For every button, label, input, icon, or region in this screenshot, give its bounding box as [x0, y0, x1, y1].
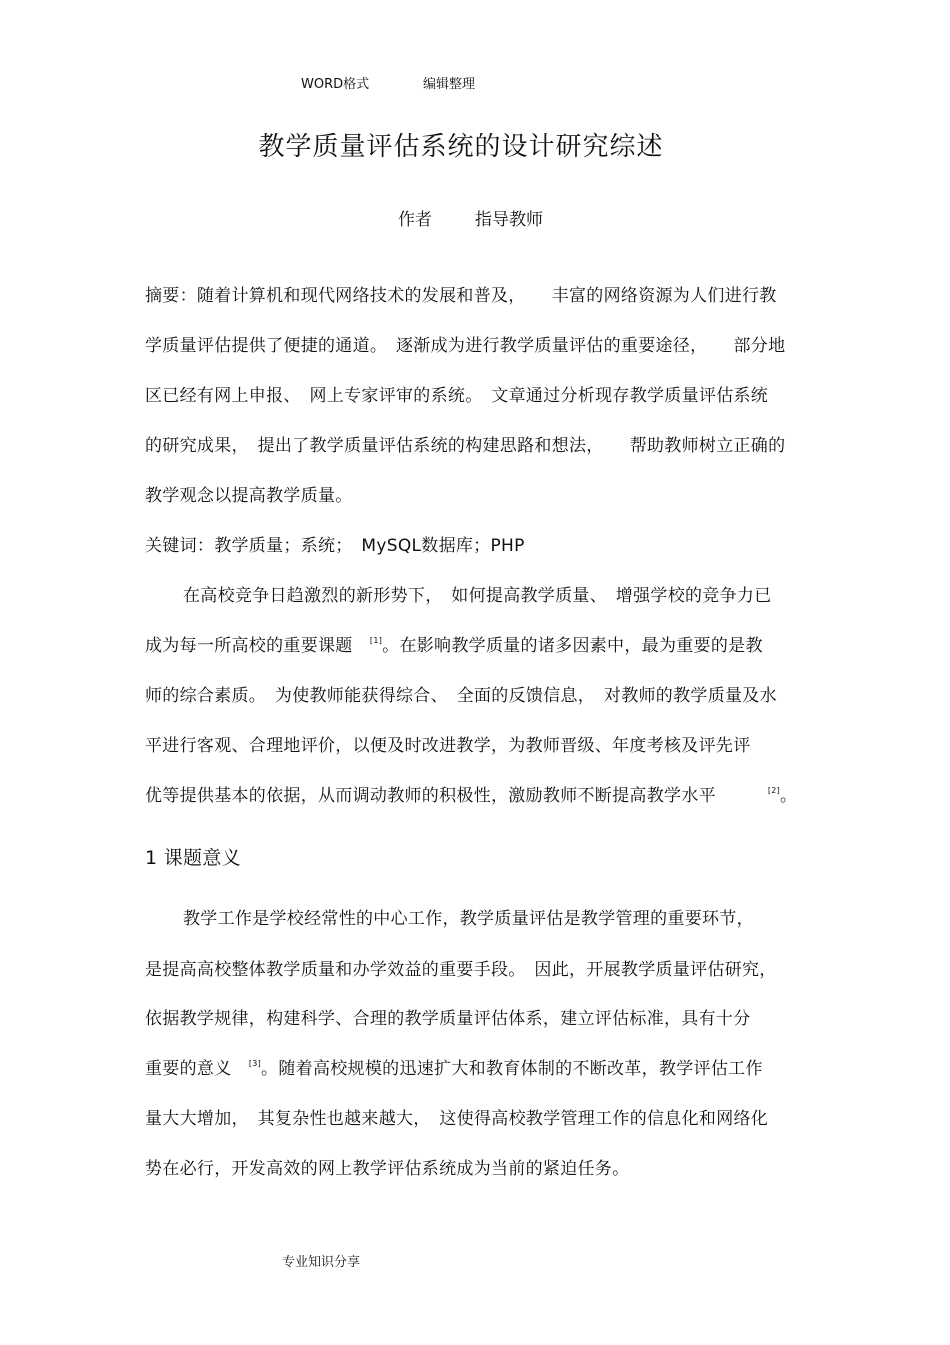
header-word-format: WORD格式	[301, 77, 370, 92]
abstract-line: 学质量评估提供了便捷的通道。 逐渐成为进行教学质量评估的重要途径， 部分地	[145, 336, 786, 356]
paragraph-line	[145, 781, 797, 806]
author-label: 作者	[398, 210, 432, 230]
paragraph-line: 势在必行，开发高效的网上教学评估系统成为当前的紧迫任务。	[145, 1159, 630, 1179]
section-heading: 1 课题意义	[145, 847, 241, 869]
abstract-line: 教学观念以提高教学质量。	[145, 486, 353, 506]
paragraph-line: 平进行客观、合理地评价，以便及时改进教学，为教师晋级、年度考核及评先评	[145, 736, 751, 756]
keywords: 关键词：教学质量；系统； MySQL数据库；PHP	[145, 536, 525, 556]
paragraph-text: 。	[780, 786, 798, 806]
abstract-line: 摘要：随着计算机和现代网络技术的发展和普及， 丰富的网络资源为人们进行教	[145, 286, 777, 306]
paragraph-line	[145, 631, 763, 656]
page-title: 教学质量评估系统的设计研究综述	[258, 132, 664, 162]
paragraph-text: 。随着高校规模的迅速扩大和教育体制的不断改革，教学评估工作	[261, 1059, 763, 1079]
citation-ref[interactable]: [1]	[369, 636, 383, 645]
abstract-line: 的研究成果， 提出了教学质量评估系统的构建思路和想法， 帮助教师树立正确的	[145, 436, 786, 456]
paragraph-line: 量大大增加， 其复杂性也越来越大， 这使得高校教学管理工作的信息化和网络化	[145, 1109, 769, 1129]
paragraph-line	[145, 1054, 763, 1079]
paragraph-line: 师的综合素质。 为使教师能获得综合、 全面的反馈信息， 对教师的教学质量及水	[145, 686, 777, 706]
paragraph-text: 优等提供基本的依据，从而调动教师的积极性，激励教师不断提高教学水平	[145, 786, 768, 806]
paragraph-text: 。在影响教学质量的诸多因素中，最为重要的是教	[382, 636, 763, 656]
paragraph-line: 依据教学规律，构建科学、合理的教学质量评估体系，建立评估标准，具有十分	[145, 1009, 751, 1029]
paragraph-line: 在高校竞争日趋激烈的新形势下， 如何提高教学质量、 增强学校的竞争力已	[183, 586, 772, 606]
header-edit-note: 编辑整理	[423, 77, 476, 92]
paragraph-line: 教学工作是学校经常性的中心工作，教学质量评估是教学管理的重要环节，	[183, 909, 754, 929]
paragraph-text: 成为每一所高校的重要课题	[145, 636, 370, 656]
footer-text: 专业知识分享	[282, 1255, 361, 1270]
paragraph-line: 是提高高校整体教学质量和办学效益的重要手段。 因此，开展教学质量评估研究，	[145, 960, 777, 980]
abstract-line: 区已经有网上申报、 网上专家评审的系统。 文章通过分析现存教学质量评估系统	[145, 386, 769, 406]
paragraph-text: 重要的意义	[145, 1059, 249, 1079]
advisor-label: 指导教师	[475, 210, 543, 230]
citation-ref[interactable]: [3]	[248, 1059, 262, 1068]
citation-ref[interactable]: [2]	[767, 786, 781, 795]
